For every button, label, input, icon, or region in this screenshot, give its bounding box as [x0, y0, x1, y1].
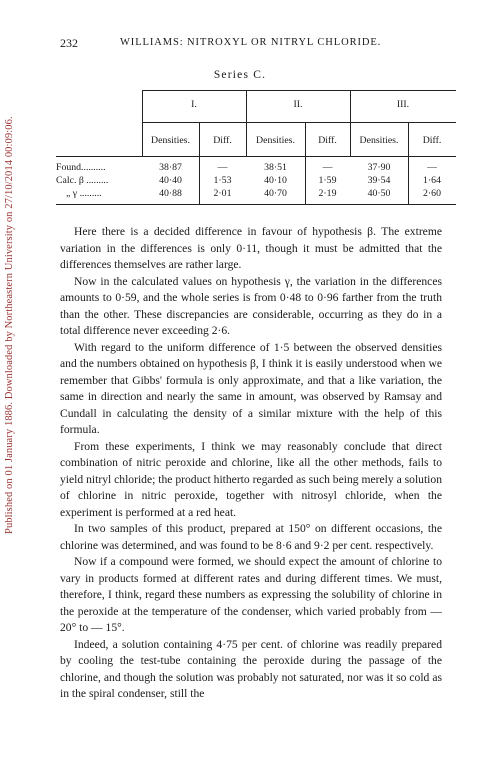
- table-cell: —: [217, 162, 228, 173]
- page-number: 232: [60, 36, 78, 50]
- table-cell: 1·64: [423, 175, 441, 186]
- download-notice: Published on 01 January 1886. Downloaded by Northeastern University on 27/10/2014 00:09:06.: [4, 116, 15, 534]
- table-cell: 39·54: [367, 175, 391, 186]
- column-header: Diff.: [213, 135, 232, 146]
- table-cell: 37·90: [367, 162, 391, 173]
- table-cell: 40·40: [159, 175, 182, 186]
- row-label: Calc. β .........: [56, 175, 109, 186]
- column-header: Diff.: [318, 135, 337, 146]
- page-header: [60, 36, 440, 50]
- table-cell: 1·59: [318, 175, 337, 186]
- table-cell: 40·70: [264, 188, 287, 199]
- group-header: II.: [293, 99, 303, 110]
- table-bottom-rule: [56, 204, 456, 205]
- table-top-rule: [142, 90, 456, 91]
- paragraph: From these experiments, I think we may reasonably conclude that direct combination of nitric peroxide and chlorine, like all the other methods, fails to yield nitryl chloride; the product hitherto regarded as such being merely a solution of chlorine in nitric peroxide, together with nitrosyl chloride, when the experiment is performed at a red heat.: [60, 439, 442, 519]
- table-cell: 38·51: [264, 162, 287, 173]
- row-label: „ γ .........: [66, 188, 102, 199]
- group-header: I.: [191, 99, 197, 110]
- paragraph: Now if a compound were formed, we should expect the amount of chlorine to vary in products formed at different rates and during different times. We must, therefore, I think, regard these numbers as expressing the solubility of chlorine in the peroxide at the temperature of the condenser, which varied probably from — 20° to — 15°.: [60, 555, 442, 634]
- running-title: WILLIAMS: NITROXYL OR NITRYL CHLORIDE.: [120, 37, 382, 48]
- paragraph: Indeed, a solution containing 4·75 per cent. of chlorine was readily prepared by cooling the test-tube containing the peroxide during the passage of the chlorine, and though the solution was probably not saturated, nor was it so cold as in the spiral condenser, still the: [60, 637, 442, 700]
- article-body: [60, 224, 442, 703]
- table-header-rule: [56, 156, 456, 157]
- column-header: Densities.: [151, 135, 190, 146]
- table-cell: —: [427, 162, 437, 173]
- paragraph: With regard to the uniform difference of 1·5 between the observed densities and the numbers obtained on hypothesis β, I think it is easily understood when we remember that Gibbs' formula is only approximate, and that a like variation, the same in direction and nearly the same in amount, was observed by Ramsay and Cundall in calculating the density of a similar mixture with the help of this formula.: [60, 340, 442, 436]
- series-title: Series C.: [213, 69, 267, 81]
- table-cell: 2·19: [318, 188, 337, 199]
- table-cell: —: [322, 162, 333, 173]
- table-cell: 2·60: [423, 188, 441, 199]
- table-group-rule: [142, 122, 456, 123]
- row-label: Found..........: [56, 162, 106, 173]
- column-header: Diff.: [422, 135, 442, 146]
- group-header: III.: [396, 99, 410, 110]
- table-cell: 1·53: [213, 175, 232, 186]
- table-cell: 2·01: [213, 188, 232, 199]
- paragraph: Here there is a decided difference in favour of hypothesis β. The extreme variation in the differences is only 0·11, though it must be admitted that the differences themselves are rather large.: [60, 225, 442, 271]
- table-cell: 40·50: [367, 188, 391, 199]
- table-cell: 38·87: [159, 162, 182, 173]
- paragraph: Now in the calculated values on hypothesis γ, the variation in the differences amounts to 0·59, and the whole series is from 0·48 to 0·96 farther from the truth than the other. These discrepancies are considerable, occurring as they do in a total difference never exceeding 2·6.: [60, 274, 442, 337]
- column-header: Densities.: [256, 135, 295, 146]
- paragraph: In two samples of this product, prepared at 150° on different occasions, the chlorine was determined, and was found to be 8·6 and 9·2 per cent. respectively.: [60, 522, 442, 552]
- table-cell: 40·88: [159, 188, 182, 199]
- table-cell: 40·10: [264, 175, 287, 186]
- column-header: Densities.: [359, 135, 399, 146]
